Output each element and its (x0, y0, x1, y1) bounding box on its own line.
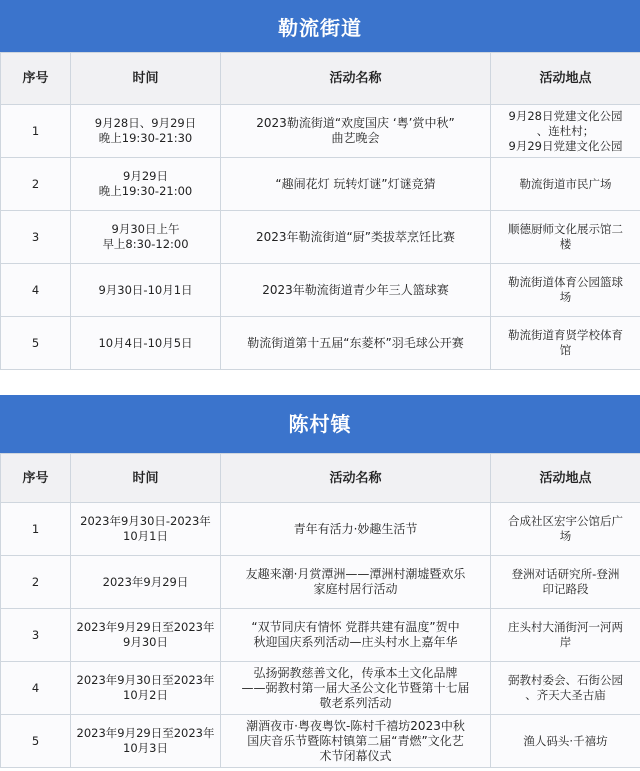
events-table (0, 453, 640, 768)
table-row (1, 662, 640, 715)
cell-place: 勒流街道市民广场 (491, 158, 640, 211)
section-leliu (0, 0, 640, 370)
table-row (1, 317, 640, 370)
header-no: 序号 (1, 53, 71, 105)
cell-time: 9月30日上午 早上8:30-12:00 (71, 211, 221, 264)
cell-time: 2023年9月29日至2023年 9月30日 (71, 609, 221, 662)
table-row (1, 264, 640, 317)
table-row (1, 503, 640, 556)
header-name: 活动名称 (221, 53, 491, 105)
cell-place: 合成社区宏宇公馆后广 场 (491, 503, 640, 556)
section-chencun (0, 395, 640, 768)
table-row (1, 211, 640, 264)
table-row (1, 158, 640, 211)
table-row (1, 105, 640, 158)
header-time: 时间 (71, 53, 221, 105)
cell-place: 顺德厨师文化展示馆二 楼 (491, 211, 640, 264)
cell-no: 3 (1, 609, 71, 662)
cell-time: 2023年9月29日至2023年 10月3日 (71, 715, 221, 768)
cell-no: 1 (1, 503, 71, 556)
section-title: 陈村镇 (0, 395, 640, 453)
table-header-row (1, 454, 640, 503)
cell-name: 青年有活力·妙趣生活节 (221, 503, 491, 556)
cell-no: 5 (1, 715, 71, 768)
cell-no: 4 (1, 662, 71, 715)
events-table (0, 52, 640, 370)
table-header-row (1, 53, 640, 105)
cell-place: 庄头村大涌街河一河两 岸 (491, 609, 640, 662)
cell-time: 2023年9月29日 (71, 556, 221, 609)
cell-time: 9月30日-10月1日 (71, 264, 221, 317)
cell-time: 9月28日、9月29日 晚上19:30-21:30 (71, 105, 221, 158)
header-place: 活动地点 (491, 454, 640, 503)
header-place: 活动地点 (491, 53, 640, 105)
table-row (1, 556, 640, 609)
cell-name: 友趣来潮·月赏潭洲——潭洲村潮墟暨欢乐 家庭村居行活动 (221, 556, 491, 609)
cell-place: 登洲对话研究所-登洲 印记路段 (491, 556, 640, 609)
cell-place: 渔人码头·千禧坊 (491, 715, 640, 768)
cell-name: “双节同庆有情怀 党群共建有温度”贺中 秋迎国庆系列活动—庄头村水上嘉年华 (221, 609, 491, 662)
cell-name: 勒流街道第十五届“东菱杯”羽毛球公开赛 (221, 317, 491, 370)
cell-place: 勒流街道体育公园篮球 场 (491, 264, 640, 317)
table-row (1, 715, 640, 768)
header-time: 时间 (71, 454, 221, 503)
cell-no: 2 (1, 158, 71, 211)
cell-place: 9月28日党建文化公园 、连杜村； 9月29日党建文化公园 (491, 105, 640, 158)
header-no: 序号 (1, 454, 71, 503)
cell-no: 1 (1, 105, 71, 158)
cell-name: 2023年勒流街道青少年三人篮球赛 (221, 264, 491, 317)
cell-name: 2023年勒流街道“厨”类拔萃烹饪比赛 (221, 211, 491, 264)
cell-time: 2023年9月30日-2023年 10月1日 (71, 503, 221, 556)
cell-name: 弘扬弼教慈善文化，传承本土文化品牌 ——弼教村第一届大圣公文化节暨第十七届 敬老系列活动 (221, 662, 491, 715)
cell-time: 2023年9月30日至2023年 10月2日 (71, 662, 221, 715)
cell-no: 2 (1, 556, 71, 609)
cell-time: 10月4日-10月5日 (71, 317, 221, 370)
cell-name: 2023勒流街道“欢度国庆 ‘粤’赏中秋” 曲艺晚会 (221, 105, 491, 158)
cell-name: 潮酒夜市·粤夜粤饮-陈村千禧坊2023中秋 国庆音乐节暨陈村镇第二届“青燃”文化艺 术节闭幕仪式 (221, 715, 491, 768)
cell-no: 4 (1, 264, 71, 317)
section-gap (0, 372, 640, 395)
cell-place: 弼教村委会、石街公园 、齐天大圣古庙 (491, 662, 640, 715)
cell-place: 勒流街道育贤学校体育 馆 (491, 317, 640, 370)
table-row (1, 609, 640, 662)
section-title: 勒流街道 (0, 0, 640, 52)
header-name: 活动名称 (221, 454, 491, 503)
cell-time: 9月29日 晚上19:30-21:00 (71, 158, 221, 211)
cell-no: 5 (1, 317, 71, 370)
cell-no: 3 (1, 211, 71, 264)
cell-name: “趣闹花灯 玩转灯谜”灯谜竞猜 (221, 158, 491, 211)
